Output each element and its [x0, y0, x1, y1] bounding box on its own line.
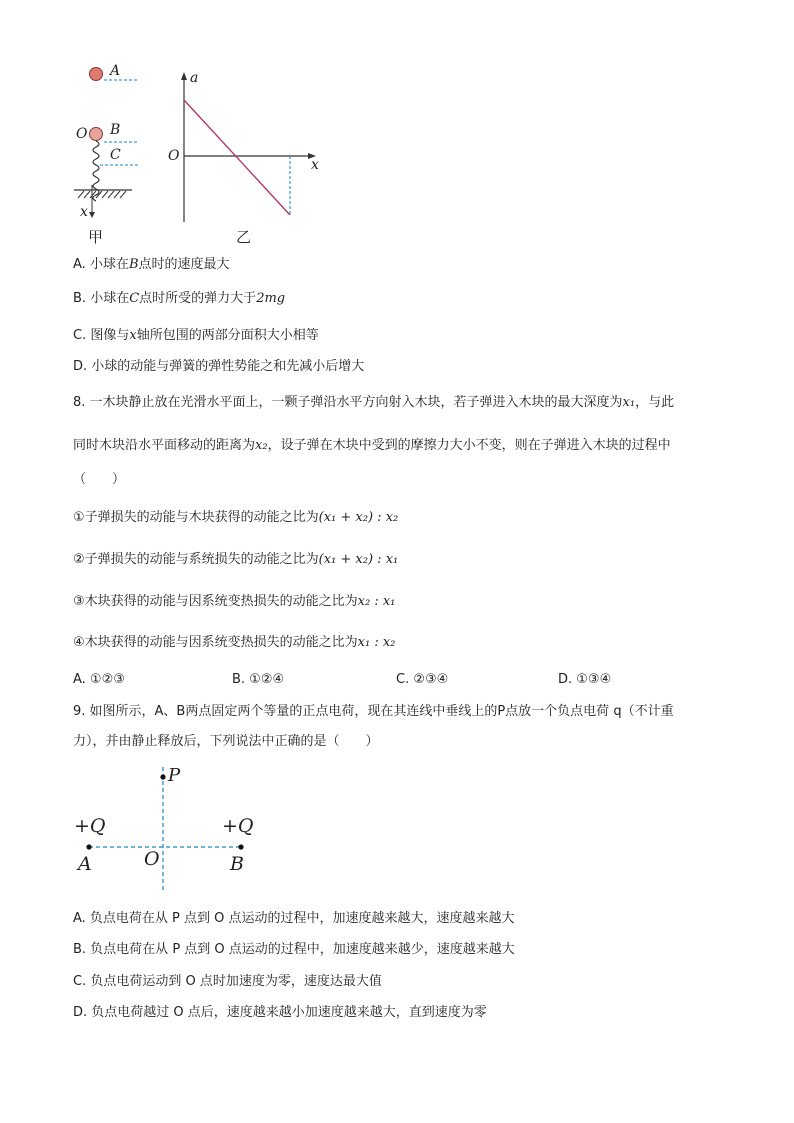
- q9-option-c[interactable]: C. 负点电荷运动到 O 点时加速度为零，速度达最大值: [73, 974, 382, 989]
- q9-stem-line1: 9. 如图所示，A、B两点固定两个等量的正点电荷，现在其连线中垂线上的P点放一个负点电荷 q（不计重: [73, 704, 674, 719]
- q7-option-a[interactable]: A. 小球在B点时的速度最大: [73, 257, 230, 272]
- label-origin: O: [168, 148, 180, 164]
- label-o: O: [76, 126, 88, 142]
- ball-a: [90, 68, 103, 81]
- label-b-charge: B: [230, 853, 244, 875]
- label-o-charge: O: [144, 848, 160, 870]
- caption-jia: 甲: [88, 228, 104, 246]
- label-q-left: +Q: [74, 815, 106, 837]
- label-q-right: +Q: [222, 815, 254, 837]
- label-a-charge: A: [78, 853, 92, 875]
- q9-option-a[interactable]: A. 负点电荷在从 P 点到 O 点运动的过程中，加速度越来越大，速度越来越大: [73, 911, 515, 926]
- q8-option-d[interactable]: D. ①③④: [558, 672, 612, 687]
- spring: [93, 141, 99, 201]
- point-a: [86, 844, 91, 849]
- label-a-axis: a: [190, 70, 199, 86]
- q8-statement-3: ③木块获得的动能与因系统变热损失的动能之比为x₂ : x₁: [73, 594, 396, 609]
- q8-option-a[interactable]: A. ①②③: [73, 672, 125, 687]
- q8-stem-line3: （ ）: [73, 472, 126, 487]
- q8-statement-4: ④木块获得的动能与因系统变热损失的动能之比为x₁ : x₂: [73, 635, 396, 650]
- label-x-spring: x: [80, 204, 88, 220]
- caption-yi: 乙: [236, 228, 252, 246]
- q8-statement-1: ①子弹损失的动能与木块获得的动能之比为(x₁ + x₂) : x₂: [73, 510, 399, 525]
- graph-line: [184, 100, 290, 215]
- label-b: B: [110, 122, 121, 138]
- q9-option-b[interactable]: B. 负点电荷在从 P 点到 O 点运动的过程中，加速度越来越少，速度越来越大: [73, 942, 515, 957]
- q8-option-c[interactable]: C. ②③④: [396, 672, 449, 687]
- q7-option-c[interactable]: C. 图像与x轴所包围的两部分面积大小相等: [73, 328, 319, 343]
- ball-b: [90, 128, 103, 141]
- q8-option-b[interactable]: B. ①②④: [232, 672, 285, 687]
- label-x-axis: x: [311, 157, 319, 173]
- q8-stem-line1: 8. 一木块静止放在光滑水平面上，一颗子弹沿水平方向射入木块，若子弹进入木块的最大深度为x₁，与此: [73, 395, 675, 410]
- point-b: [238, 844, 243, 849]
- ax-graph: [170, 70, 330, 240]
- point-p: [160, 774, 165, 779]
- label-c: C: [110, 147, 121, 163]
- q7-option-b[interactable]: B. 小球在C点时所受的弹力大于2mg: [73, 291, 286, 306]
- label-p: P: [168, 765, 181, 786]
- q8-statement-2: ②子弹损失的动能与系统损失的动能之比为(x₁ + x₂) : x₁: [73, 552, 399, 567]
- label-a: A: [110, 63, 121, 79]
- q7-option-d[interactable]: D. 小球的动能与弹簧的弹性势能之和先减小后增大: [73, 359, 365, 374]
- q9-stem-line2: 力），并由静止释放后，下列说法中正确的是（ ）: [73, 734, 379, 749]
- q8-stem-line2: 同时木块沿水平面移动的距离为x₂，设子弹在木块中受到的摩擦力大小不变，则在子弹进入木块的过程中: [73, 438, 671, 453]
- q9-option-d[interactable]: D. 负点电荷越过 O 点后，速度越来越小加速度越来越大，直到速度为零: [73, 1005, 487, 1020]
